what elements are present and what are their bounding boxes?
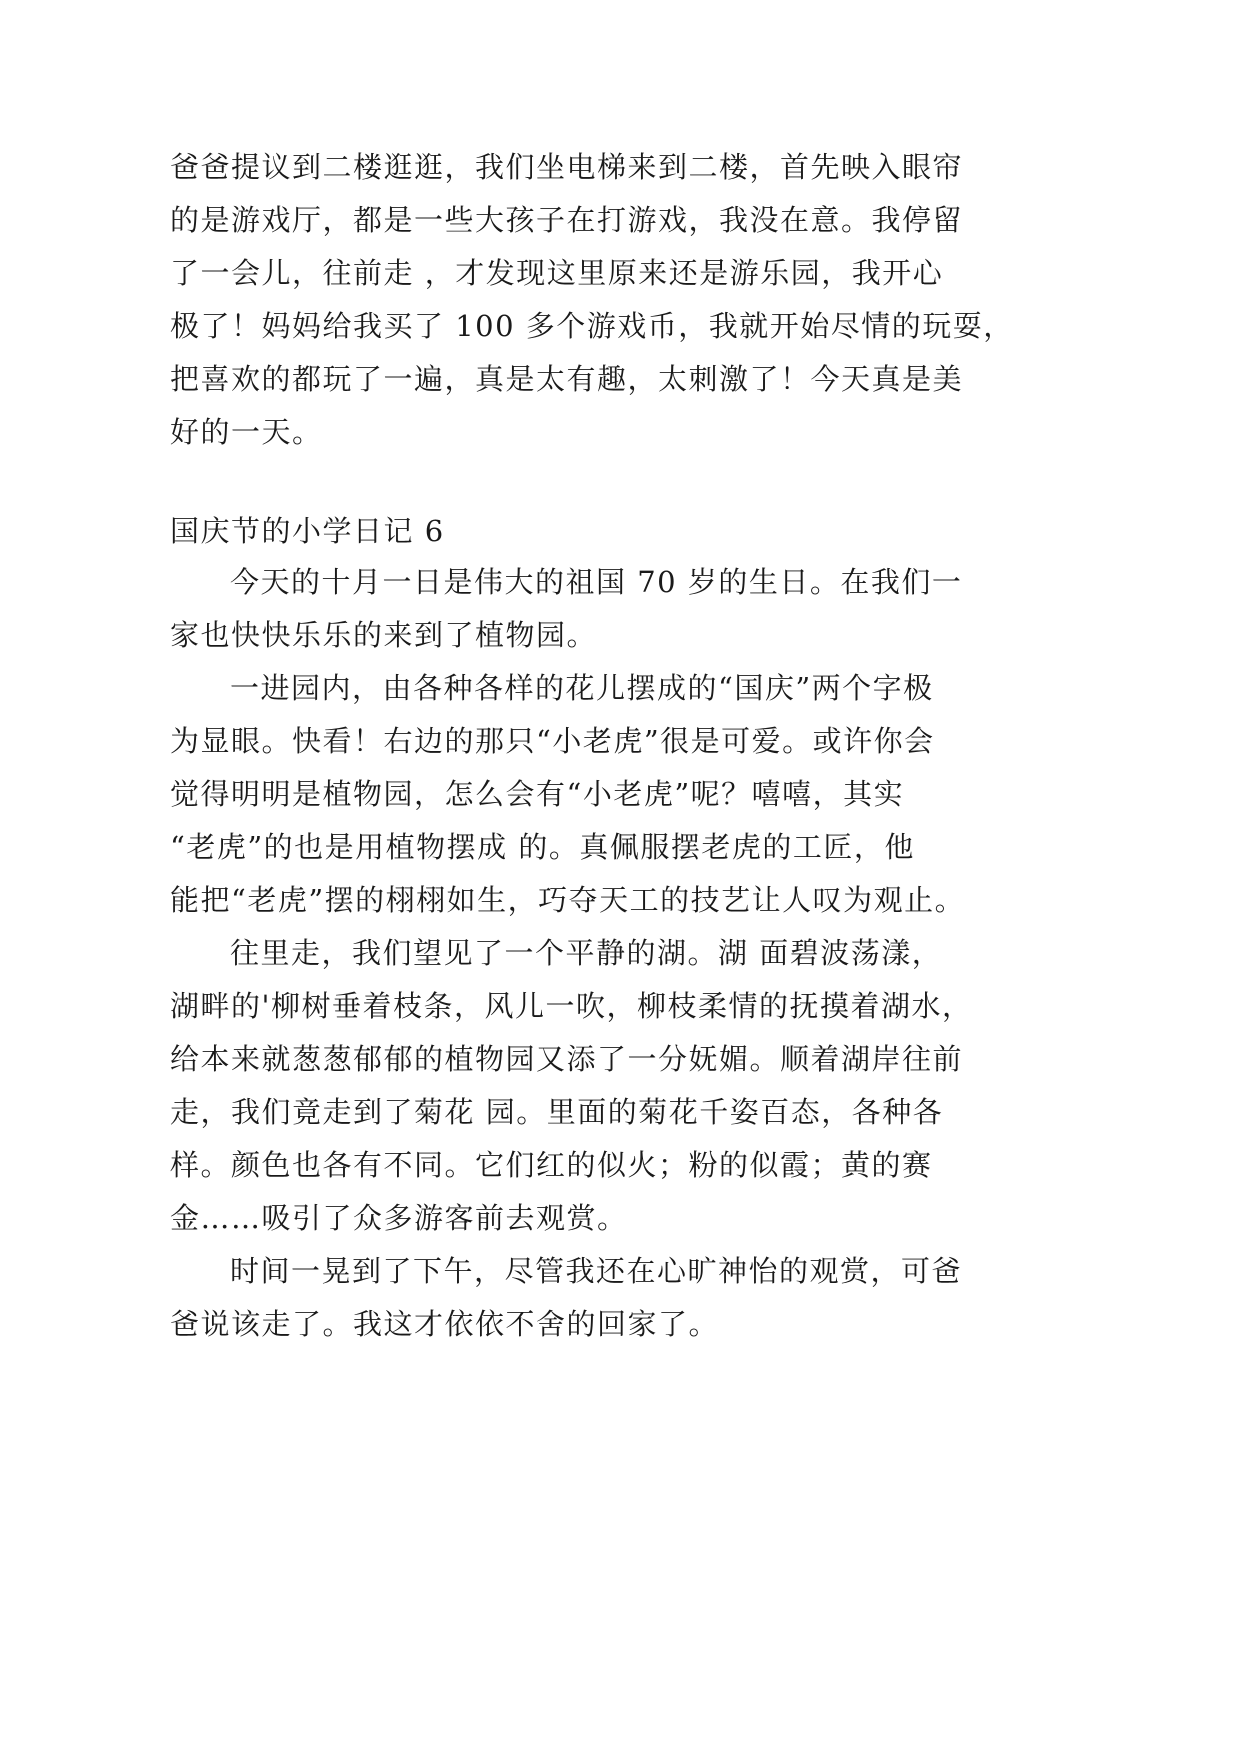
text-line: 了一会儿，往前走 ，才发现这里原来还是游乐园，我开心	[170, 256, 944, 290]
text-line: 爸爸提议到二楼逛逛，我们坐电梯来到二楼，首先映入眼帘	[170, 150, 964, 184]
text-line: 觉得明明是植物园，怎么会有“小老虎”呢？嘻嘻，其实	[170, 777, 905, 811]
text-line: 往里走，我们望见了一个平静的湖。湖 面碧波荡漾，	[230, 936, 943, 970]
text-line: 的是游戏厅，都是一些大孩子在打游戏，我没在意。我停留	[170, 203, 964, 237]
text-line: 家也快快乐乐的来到了植物园。	[170, 618, 598, 652]
text-line: 给本来就葱葱郁郁的植物园又添了一分妩媚。顺着湖岸往前	[170, 1042, 964, 1076]
text-line: 爸说该走了。我这才依依不舍的回家了。	[170, 1307, 720, 1341]
text-line: 金……吸引了众多游客前去观赏。	[170, 1201, 628, 1235]
text-line: 能把“老虎”摆的栩栩如生，巧夺天工的技艺让人叹为观止。	[170, 883, 966, 917]
text-line: 样。颜色也各有不同。它们红的似火；粉的似霞；黄的赛	[170, 1148, 933, 1182]
text-line: 一进园内，由各种各样的花儿摆成的“国庆”两个字极	[230, 671, 934, 705]
text-line: 时间一晃到了下午，尽管我还在心旷神怡的观赏，可爸	[230, 1254, 963, 1288]
text-line: 好的一天。	[170, 415, 323, 449]
text-line: “老虎”的也是用植物摆成 的。真佩服摆老虎的工匠，他	[170, 830, 915, 864]
text-line: 今天的十月一日是伟大的祖国 70 岁的生日。在我们一	[230, 565, 963, 599]
text-line: 为显眼。快看！右边的那只“小老虎”很是可爱。或许你会	[170, 724, 935, 758]
section-title: 国庆节的小学日记 6	[170, 514, 445, 548]
text-line: 把喜欢的都玩了一遍，真是太有趣，太刺激了！今天真是美	[170, 362, 964, 396]
text-line: 走，我们竟走到了菊花 园。里面的菊花千姿百态，各种各	[170, 1095, 944, 1129]
text-line: 极了！妈妈给我买了 100 多个游戏币，我就开始尽情的玩耍，	[170, 309, 1014, 343]
text-line: 湖畔的'柳树垂着枝条，风儿一吹，柳枝柔情的抚摸着湖水，	[170, 989, 973, 1023]
